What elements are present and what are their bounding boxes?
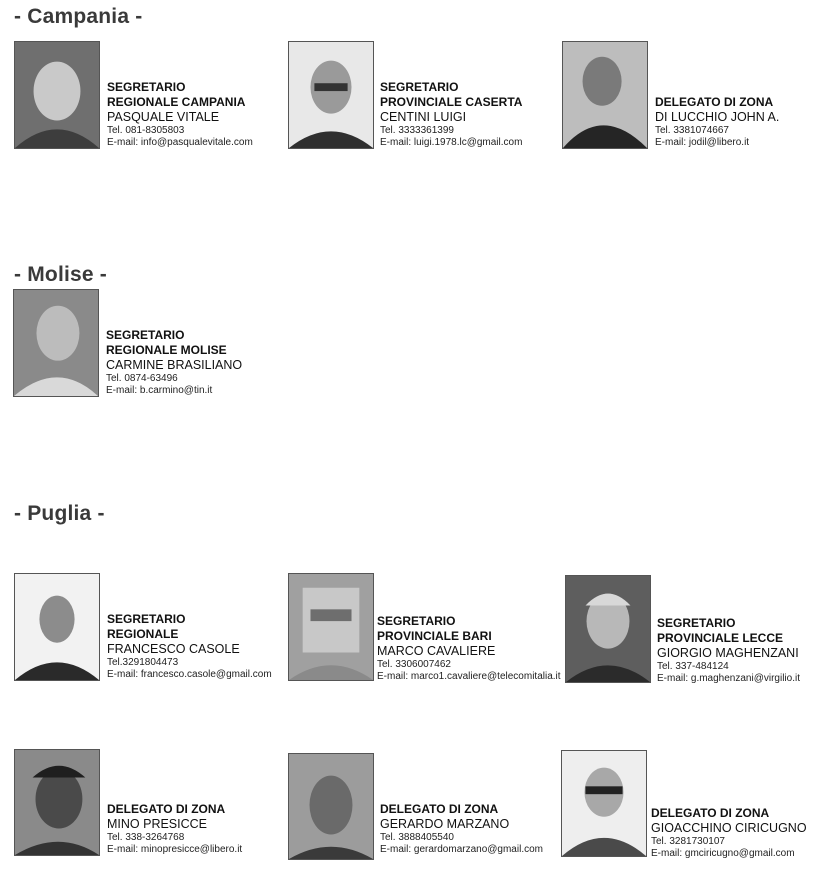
email-address[interactable]: E-mail: b.carmino@tin.it <box>106 385 213 396</box>
phone-number: Tel. 3381074667 <box>655 125 729 136</box>
phone-number: Tel. 081-8305803 <box>107 125 185 136</box>
person-card <box>14 749 274 856</box>
role-line: REGIONALE <box>107 626 179 641</box>
portrait-photo <box>288 573 374 681</box>
role-line: REGIONALE CAMPANIA <box>107 94 246 109</box>
person-card <box>13 289 273 397</box>
phone-number: Tel. 3333361399 <box>380 125 454 136</box>
person-name: GERARDO MARZANO <box>380 817 510 831</box>
portrait-photo <box>562 41 648 149</box>
email-address[interactable]: E-mail: marco1.cavaliere@telecomitalia.it <box>377 671 561 682</box>
phone-number: Tel. 0874-63496 <box>106 373 178 384</box>
person-card <box>565 575 820 685</box>
person-name: GIORGIO MAGHENZANI <box>657 646 799 660</box>
portrait-photo <box>288 753 374 860</box>
phone-number: Tel. 3306007462 <box>377 659 451 670</box>
region-title-puglia: - Puglia - <box>14 502 105 525</box>
phone-number: Tel. 3281730107 <box>651 836 725 847</box>
role-line: SEGRETARIO <box>107 612 186 627</box>
person-name: CENTINI LUIGI <box>380 110 467 124</box>
email-address[interactable]: E-mail: minopresicce@libero.it <box>107 844 243 855</box>
phone-number: Tel. 338-3264768 <box>107 832 185 843</box>
role-line: DELEGATO DI ZONA <box>107 801 226 816</box>
person-card <box>14 41 274 149</box>
email-address[interactable]: E-mail: francesco.casole@gmail.com <box>107 669 272 680</box>
portrait-photo <box>14 749 100 856</box>
person-name: MINO PRESICCE <box>107 817 208 831</box>
person-name: PASQUALE VITALE <box>107 110 220 124</box>
portrait-photo <box>14 41 100 149</box>
person-name: MARCO CAVALIERE <box>377 644 496 658</box>
role-line: SEGRETARIO <box>380 80 459 95</box>
email-address[interactable]: E-mail: gmciricugno@gmail.com <box>651 848 795 859</box>
role-line: SEGRETARIO <box>377 614 456 629</box>
role-line: REGIONALE MOLISE <box>106 342 227 357</box>
portrait-photo <box>565 575 651 683</box>
person-name: GIOACCHINO CIRICUGNO <box>651 821 807 835</box>
role-line: SEGRETARIO <box>107 80 186 95</box>
portrait-photo <box>561 750 647 857</box>
portrait-photo <box>14 573 100 681</box>
portrait-photo <box>288 41 374 149</box>
phone-number: Tel. 3888405540 <box>380 832 454 843</box>
email-address[interactable]: E-mail: gerardomarzano@gmail.com <box>380 844 543 855</box>
phone-number: Tel.3291804473 <box>107 657 179 668</box>
role-line: DELEGATO DI ZONA <box>380 801 499 816</box>
person-name: DI LUCCHIO JOHN A. <box>655 110 780 124</box>
person-card <box>561 750 820 860</box>
person-card <box>288 573 561 683</box>
email-address[interactable]: E-mail: luigi.1978.lc@gmail.com <box>380 137 523 148</box>
role-line: SEGRETARIO <box>106 328 185 343</box>
person-name: FRANCESCO CASOLE <box>107 642 240 656</box>
person-card <box>14 573 274 681</box>
role-line: PROVINCIALE CASERTA <box>380 94 523 109</box>
role-line: PROVINCIALE LECCE <box>657 630 784 645</box>
region-title-campania: - Campania - <box>14 5 143 28</box>
email-address[interactable]: E-mail: jodil@libero.it <box>655 137 750 148</box>
role-line: PROVINCIALE BARI <box>377 628 492 643</box>
email-address[interactable]: E-mail: g.maghenzani@virgilio.it <box>657 673 800 684</box>
email-address[interactable]: E-mail: info@pasqualevitale.com <box>107 137 253 148</box>
person-card <box>288 41 548 149</box>
person-name: CARMINE BRASILIANO <box>106 358 243 372</box>
person-card <box>562 41 822 149</box>
person-card <box>288 753 548 860</box>
phone-number: Tel. 337-484124 <box>657 661 729 672</box>
role-line: DELEGATO DI ZONA <box>655 94 774 109</box>
portrait-photo <box>13 289 99 397</box>
role-line: DELEGATO DI ZONA <box>651 805 770 820</box>
role-line: SEGRETARIO <box>657 616 736 631</box>
region-title-molise: - Molise - <box>14 263 108 286</box>
